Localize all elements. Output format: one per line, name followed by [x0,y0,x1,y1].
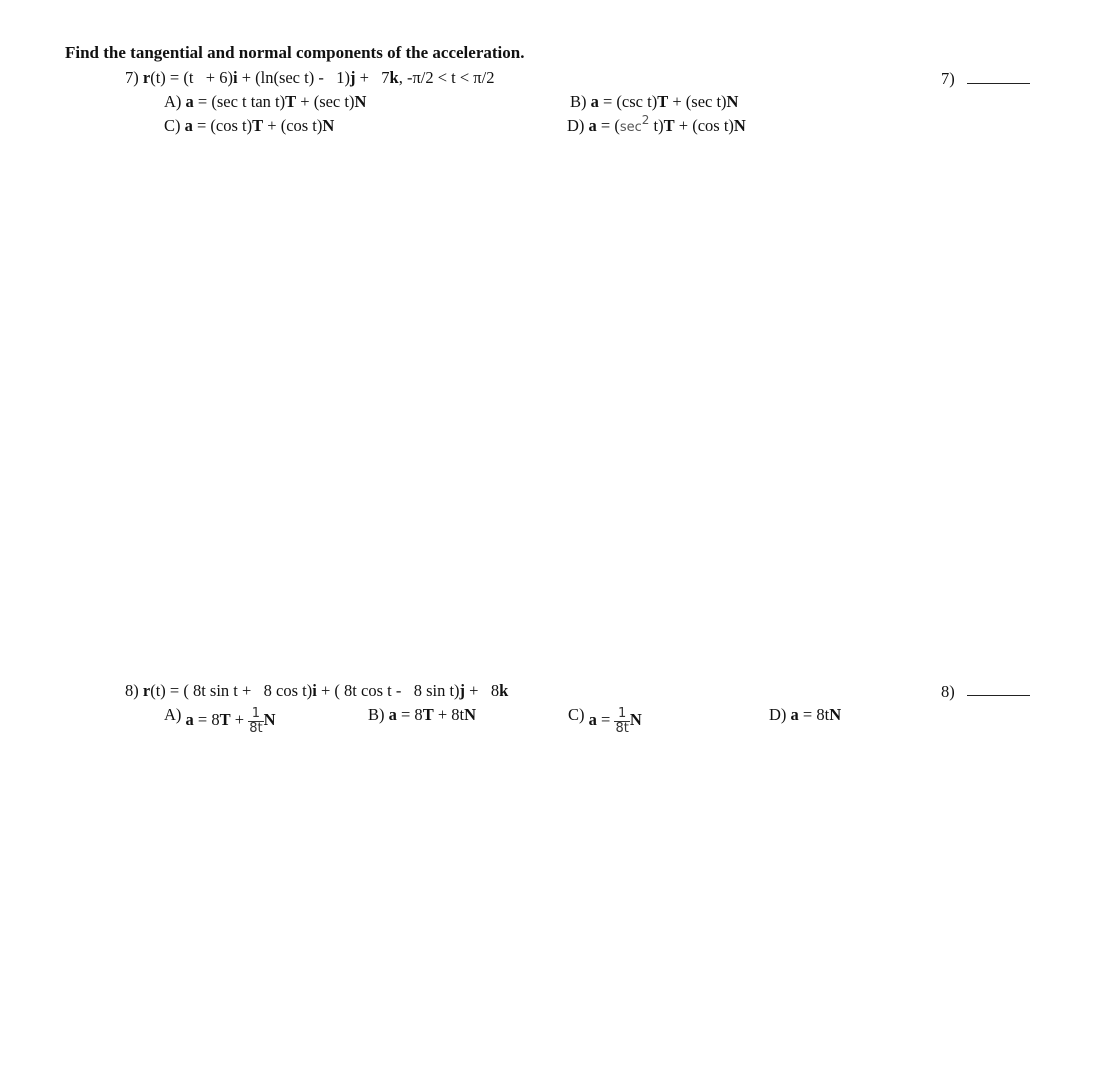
vector-t: T [657,92,669,111]
unit-vector-k: k [499,681,509,700]
q7-domain: , -π/2 < t < π/2 [398,68,495,87]
option-label: C) [568,705,585,724]
vector-n: N [322,116,335,135]
sec-function: sec [619,120,642,135]
option-text: + (cos t) [263,116,323,135]
unit-vector-j: j [459,681,466,700]
exponent: 2 [641,113,650,127]
option-label: B) [368,705,385,724]
question-8-stem [125,681,508,701]
q7-option-d[interactable] [567,113,746,138]
q7-expr-part3: + 7 [355,68,390,87]
answer-blank-7[interactable] [967,83,1030,84]
vector-n: N [829,705,842,724]
option-text: = 8 [193,710,220,729]
option-text: t) [649,116,664,135]
instructions-heading: Find the tangential and normal components of the acceleration. [65,43,525,62]
option-text: = [596,710,615,729]
q7-expr-part1: (t) = (t + 6) [150,68,233,87]
option-label: D) [567,116,585,135]
vector-n: N [733,116,746,135]
q8-expr-part2: + ( 8t cos t - 8 sin t) [316,681,460,700]
vector-a: a [185,710,194,729]
answer-label-7: 7) [941,69,955,88]
option-label: C) [164,116,181,135]
vector-n: N [629,710,642,729]
option-label: A) [164,705,182,724]
answer-label-8: 8) [941,682,955,701]
question-8-number: 8) [125,681,139,700]
option-text: + (cos t) [674,116,734,135]
q7-option-b[interactable] [570,92,738,112]
unit-vector-j: j [349,68,356,87]
fraction-numerator: 1 [251,705,261,721]
vector-a: a [185,92,194,111]
q8-option-a[interactable] [164,704,275,736]
vector-t: T [219,710,231,729]
q8-expr-part3: + 8 [465,681,500,700]
option-text: + (sec t) [668,92,727,111]
vector-n: N [354,92,367,111]
vector-a: a [184,116,193,135]
option-text: + 8t [433,705,465,724]
option-text: + [230,710,249,729]
option-text: + (sec t) [296,92,355,111]
q8-option-d[interactable] [769,705,841,725]
option-text: = ( [596,116,620,135]
fraction-denominator: 8t [249,720,263,736]
fraction-denominator: 8t [615,720,629,736]
vector-t: T [252,116,264,135]
vector-a: a [790,705,799,724]
option-label: B) [570,92,587,111]
option-text: = 8t [798,705,830,724]
option-text: = (sec t tan t) [193,92,286,111]
option-text: = (csc t) [598,92,658,111]
vector-r: r [142,681,151,700]
unit-vector-i: i [232,68,238,87]
q7-option-a[interactable] [164,92,366,112]
option-label: D) [769,705,787,724]
q7-option-c[interactable] [164,116,334,136]
unit-vector-k: k [389,68,399,87]
q8-option-c[interactable] [568,704,642,736]
question-7-stem [125,68,494,88]
vector-n: N [263,710,276,729]
fraction [614,707,629,736]
vector-a: a [588,116,597,135]
vector-a: a [588,710,597,729]
fraction-numerator: 1 [617,705,627,721]
option-label: A) [164,92,182,111]
vector-a: a [590,92,599,111]
vector-r: r [142,68,151,87]
option-text: = 8 [396,705,423,724]
question-7-number: 7) [125,68,139,87]
option-text: = (cos t) [192,116,253,135]
vector-n: N [726,92,739,111]
q7-expr-part2: + (ln(sec t) - 1) [237,68,350,87]
unit-vector-i: i [312,681,317,700]
vector-t: T [285,92,297,111]
answer-blank-8[interactable] [967,695,1030,696]
vector-t: T [663,116,675,135]
vector-a: a [388,705,397,724]
fraction [248,707,263,736]
q8-option-b[interactable] [368,705,476,725]
vector-t: T [422,705,434,724]
q8-expr-part1: (t) = ( 8t sin t + 8 cos t) [150,681,313,700]
vector-n: N [464,705,477,724]
